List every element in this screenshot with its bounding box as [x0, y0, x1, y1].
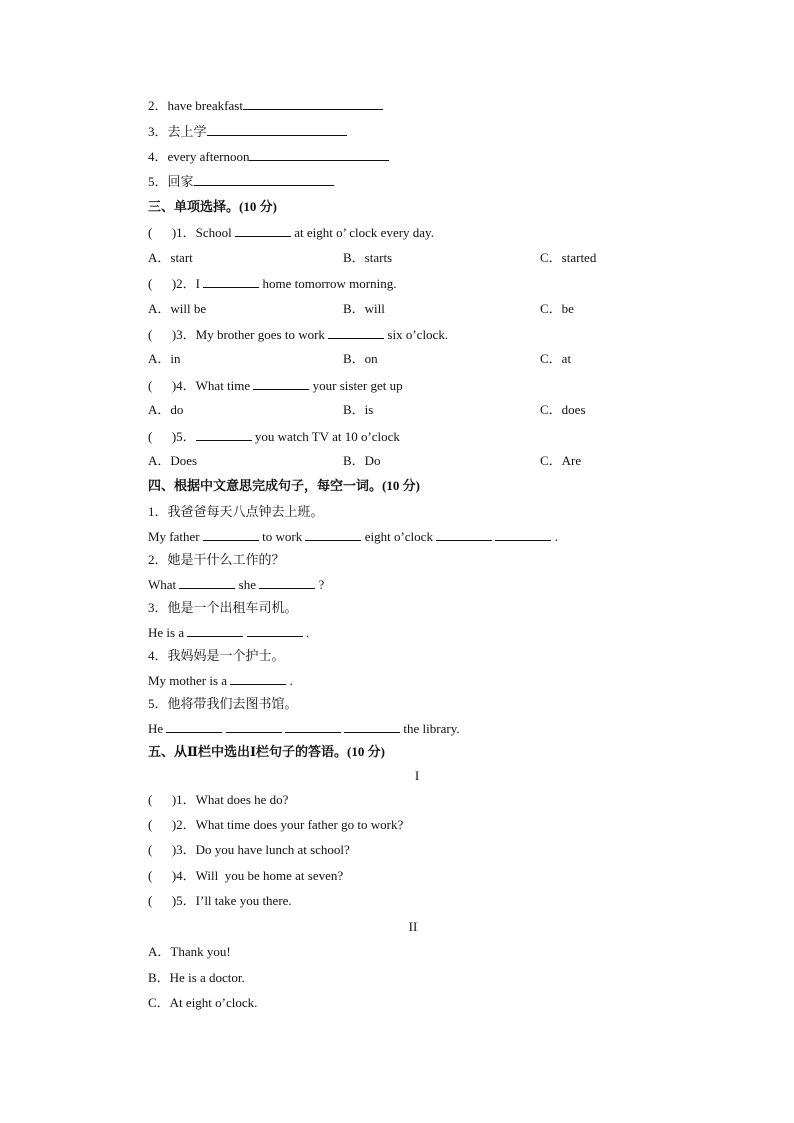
answer-blank[interactable] — [328, 326, 384, 339]
item-text: have breakfast — [167, 98, 243, 113]
option-b: B．Do — [343, 453, 381, 468]
sentence-4 — [148, 672, 293, 689]
answer-blank[interactable] — [196, 428, 252, 441]
sentence-text: to work — [258, 529, 306, 544]
item-number: 4． — [148, 149, 168, 164]
mc-question-4 — [148, 377, 403, 394]
zh-prompt-1: 1．我爸爸每天八点钟去上班。 — [148, 504, 324, 519]
answer-blank[interactable] — [235, 224, 291, 237]
match-answer-c: C．At eight o’clock. — [148, 995, 258, 1010]
answer-blank[interactable] — [179, 576, 235, 589]
sentence-text: . — [302, 625, 310, 640]
question-stem-end: at eight o’ clock every day. — [291, 225, 434, 240]
option-c: C．at — [540, 351, 572, 366]
match-question-1: ( )1．What does he do? — [148, 792, 289, 807]
option-a: A．Does — [148, 453, 198, 468]
item-text: 去上学 — [167, 124, 207, 139]
option-c: C．does — [540, 402, 586, 417]
sentence-1 — [148, 528, 558, 545]
option-b: B．on — [343, 351, 378, 366]
match-question-2: ( )2．What time does your father go to work? — [148, 817, 404, 832]
zh-prompt-4: 4．我妈妈是一个护士。 — [148, 648, 285, 663]
sentence-text: . — [286, 673, 293, 688]
sentence-5 — [148, 720, 460, 737]
answer-blank[interactable] — [247, 624, 303, 637]
sentence-text: . — [551, 529, 558, 544]
item-text: every afternoon — [167, 149, 250, 164]
sentence-text: ? — [315, 577, 325, 592]
item-number: 5． — [148, 174, 168, 189]
question-stem-end: six o’clock. — [384, 327, 449, 342]
match-question-4: ( )4．Will you be home at seven? — [148, 868, 344, 883]
sentence-text: the library. — [400, 721, 460, 736]
zh-prompt-3: 3．他是一个出租车司机。 — [148, 600, 298, 615]
vocab-item-3 — [148, 123, 347, 140]
option-a: A．in — [148, 351, 181, 366]
option-b: B．is — [343, 402, 374, 417]
match-answer-a: A．Thank you! — [148, 944, 231, 959]
question-stem: ( )4．What time — [148, 378, 254, 393]
mc-question-1 — [148, 224, 434, 241]
answer-blank[interactable] — [230, 672, 286, 685]
match-answer-b: B．He is a doctor. — [148, 970, 245, 985]
mc-question-3 — [148, 326, 448, 343]
sentence-text: she — [235, 577, 260, 592]
column-2-label: II — [408, 919, 418, 934]
section5-heading: 五、从Ⅱ栏中选出Ⅰ栏句子的答语。(10 分) — [148, 744, 385, 759]
option-b: B．will — [343, 301, 385, 316]
sentence-text: He — [148, 721, 167, 736]
option-a: A．start — [148, 250, 193, 265]
option-c: C．be — [540, 301, 574, 316]
question-stem-end: you watch TV at 10 o’clock — [251, 429, 400, 444]
answer-blank[interactable] — [243, 97, 383, 110]
answer-blank[interactable] — [249, 148, 389, 161]
option-c: C．Are — [540, 453, 582, 468]
answer-blank[interactable] — [226, 720, 282, 733]
zh-prompt-5: 5．他将带我们去图书馆。 — [148, 696, 298, 711]
item-number: 3． — [148, 124, 168, 139]
answer-blank[interactable] — [207, 123, 347, 136]
question-stem-end: your sister get up — [309, 378, 403, 393]
vocab-item-4 — [148, 148, 389, 165]
question-stem: ( )5． — [148, 429, 196, 444]
sentence-2 — [148, 576, 324, 593]
option-b: B．starts — [343, 250, 393, 265]
answer-blank[interactable] — [436, 528, 492, 541]
match-question-5: ( )5．I’ll take you there. — [148, 893, 292, 908]
question-stem: ( )1．School — [148, 225, 236, 240]
sentence-text: eight o’clock — [361, 529, 437, 544]
question-stem: ( )3．My brother goes to work — [148, 327, 329, 342]
item-number: 2． — [148, 98, 168, 113]
answer-blank[interactable] — [187, 624, 243, 637]
zh-prompt-2: 2．她是干什么工作的？ — [148, 552, 285, 567]
answer-blank[interactable] — [285, 720, 341, 733]
section3-heading: 三、单项选择。(10 分) — [148, 199, 277, 214]
vocab-item-2 — [148, 97, 383, 114]
column-1-label: I — [414, 768, 420, 783]
answer-blank[interactable] — [194, 173, 334, 186]
answer-blank[interactable] — [495, 528, 551, 541]
mc-question-5 — [148, 428, 400, 445]
question-stem: ( )2．I — [148, 276, 204, 291]
section4-heading: 四、根据中文意思完成句子，每空一词。(10 分) — [148, 478, 420, 493]
option-c: C．started — [540, 250, 597, 265]
sentence-text: He is a — [148, 625, 188, 640]
sentence-text: What — [148, 577, 180, 592]
answer-blank[interactable] — [344, 720, 400, 733]
sentence-text: My father — [148, 529, 203, 544]
answer-blank[interactable] — [166, 720, 222, 733]
option-a: A．will be — [148, 301, 207, 316]
sentence-text: My mother is a — [148, 673, 231, 688]
mc-question-2 — [148, 275, 396, 292]
question-stem-end: home tomorrow morning. — [259, 276, 397, 291]
answer-blank[interactable] — [203, 275, 259, 288]
answer-blank[interactable] — [305, 528, 361, 541]
answer-blank[interactable] — [253, 377, 309, 390]
answer-blank[interactable] — [203, 528, 259, 541]
match-question-3: ( )3．Do you have lunch at school? — [148, 842, 350, 857]
sentence-3 — [148, 624, 309, 641]
item-text: 回家 — [167, 174, 194, 189]
vocab-item-5 — [148, 173, 334, 190]
answer-blank[interactable] — [259, 576, 315, 589]
option-a: A．do — [148, 402, 184, 417]
